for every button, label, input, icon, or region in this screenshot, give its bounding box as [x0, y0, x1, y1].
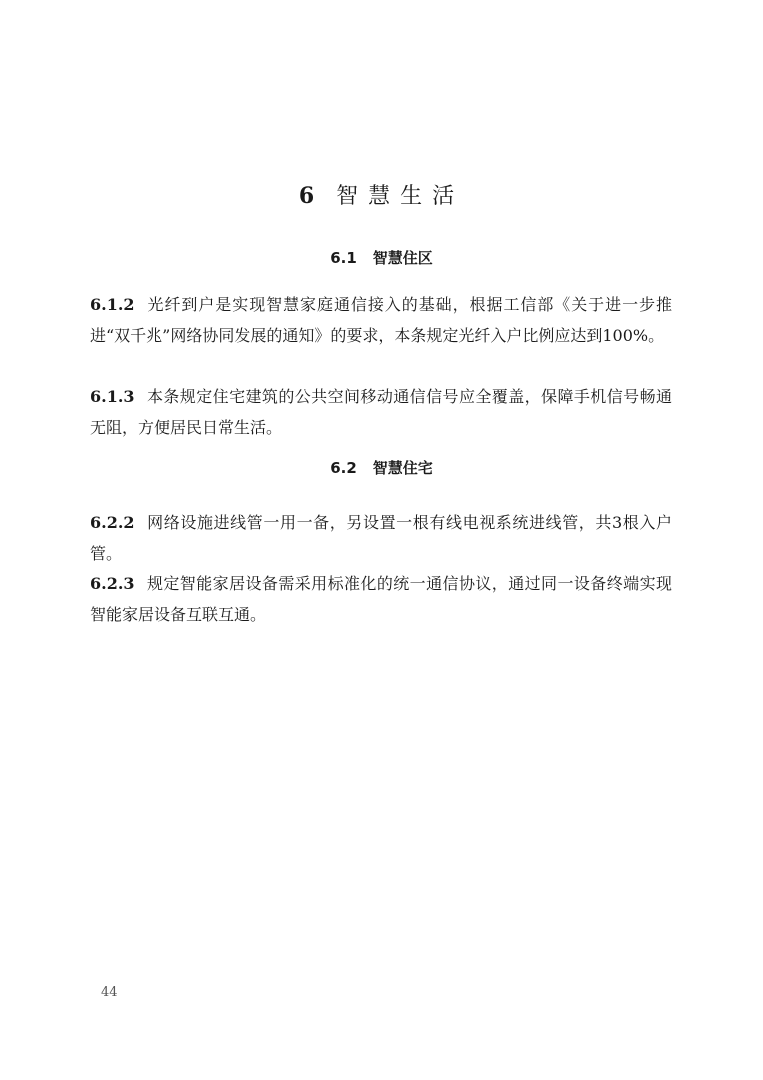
section-number: 6.2 — [330, 459, 357, 477]
chapter-title — [0, 178, 763, 215]
section-title-6-1 — [0, 246, 763, 270]
clause-number: 6.2.2 — [90, 513, 135, 532]
chapter-number: 6 — [298, 183, 317, 209]
clause-6-1-2 — [90, 289, 672, 351]
section-heading: 智慧住宅 — [372, 459, 433, 477]
section-number: 6.1 — [330, 249, 357, 267]
clause-6-1-3 — [90, 381, 672, 443]
section-heading: 智慧住区 — [372, 249, 433, 267]
clause-number: 6.2.3 — [90, 574, 135, 593]
clause-number: 6.1.3 — [90, 387, 135, 406]
clause-text: 规定智能家居设备需采用标准化的统一通信协议，通过同一设备终端实现智能家居设备互联互通。 — [90, 574, 672, 624]
clause-6-2-3 — [90, 568, 672, 630]
clause-text: 本条规定住宅建筑的公共空间移动通信信号应全覆盖，保障手机信号畅通无阻，方便居民日常生活。 — [90, 387, 672, 437]
section-title-6-2 — [0, 456, 763, 480]
clause-6-2-2 — [90, 507, 672, 569]
chapter-heading: 智慧生活 — [336, 184, 465, 209]
clause-text: 光纤到户是实现智慧家庭通信接入的基础，根据工信部《关于进一步推进“双千兆”网络协同发展的通知》的要求，本条规定光纤入户比例应达到100%。 — [90, 295, 672, 345]
page-number: 44 — [101, 985, 118, 1000]
clause-text: 网络设施进线管一用一备，另设置一根有线电视系统进线管，共3根入户管。 — [90, 513, 672, 563]
clause-number: 6.1.2 — [90, 295, 135, 314]
